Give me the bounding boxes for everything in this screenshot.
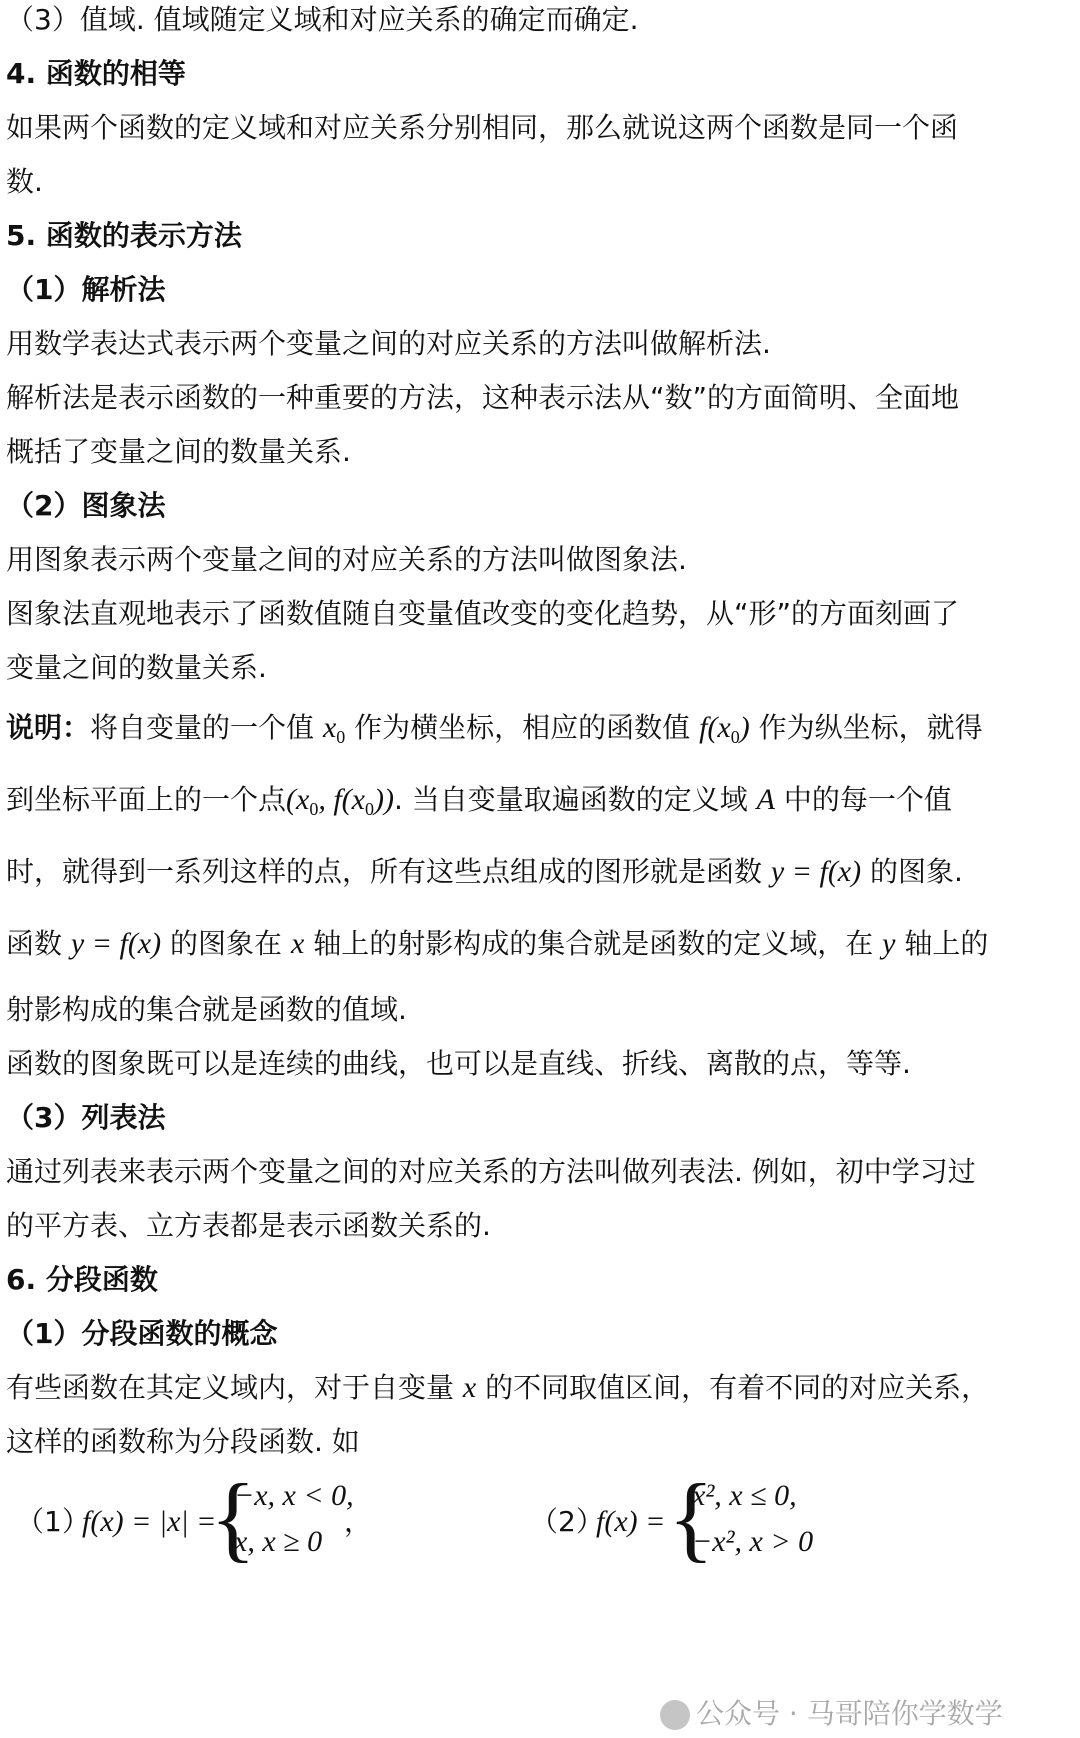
paragraph-line: 函数的图象既可以是连续的曲线，也可以是直线、折线、离散的点，等等. (6, 1047, 911, 1080)
left-brace-icon: { (210, 1464, 257, 1571)
range-item: （3）值域. 值域随定义域和对应关系的确定而确定. (6, 3, 639, 36)
example-1-lhs: f(x) = |x| = (82, 1505, 217, 1538)
heading-piecewise: 6. 分段函数 (6, 1263, 158, 1296)
paragraph-line: 变量之间的数量关系. (6, 651, 267, 684)
example-2-case-1: x², x ≤ 0, (692, 1479, 797, 1512)
paragraph-line: 数. (6, 165, 43, 198)
math-y-fx: y = f(x) (70, 927, 162, 960)
subheading-analytic: （1）解析法 (6, 273, 166, 306)
subheading-table: （3）列表法 (6, 1101, 166, 1134)
text: 将自变量的一个值 (90, 711, 315, 744)
math-point: ($x_0$, $f(x_0)$) (286, 783, 394, 819)
text: 的图象在 (170, 927, 283, 960)
example-2-label: （2） (530, 1505, 604, 1538)
paragraph-line: 解析法是表示函数的一种重要的方法，这种表示法从“数”的方面简明、全面地 (6, 381, 960, 414)
text: 函数 (6, 927, 63, 960)
paragraph-line: 这样的函数称为分段函数. 如 (6, 1425, 360, 1458)
heading-function-equality: 4. 函数的相等 (6, 57, 186, 90)
example-1-comma: ， (344, 1505, 373, 1538)
note-line (6, 852, 963, 892)
example-2-case-2: −x², x > 0 (692, 1525, 814, 1558)
math-y-fx: y = f(x) (770, 855, 862, 888)
paragraph-line: 如果两个函数的定义域和对应关系分别相同，那么就说这两个函数是同一个函 (6, 111, 959, 144)
note-line (6, 708, 983, 757)
subheading-graph: （2）图象法 (6, 489, 166, 522)
wechat-icon (660, 1700, 690, 1730)
paragraph-line (6, 924, 988, 964)
text: 轴上的射影构成的集合就是函数的定义域，在 (313, 927, 874, 960)
example-1-case-2: x, x ≥ 0 (234, 1525, 323, 1558)
text: 时，就得到一系列这样的点，所有这些点组成的图形就是函数 (6, 855, 763, 888)
watermark: 公众号 · 马哥陪你学数学 (660, 1692, 1003, 1732)
text: 有些函数在其定义域内，对于自变量 (6, 1371, 455, 1404)
paragraph-line: 的平方表、立方表都是表示函数关系的. (6, 1209, 491, 1242)
example-1-case-1: −x, x < 0, (234, 1479, 354, 1512)
math-x: x (462, 1371, 477, 1404)
text: 作为横坐标，相应的函数值 (354, 711, 691, 744)
math-f-x0: $f(x_0)$ (699, 711, 750, 747)
math-x0: $x_0$ (322, 711, 346, 747)
math-x: x (290, 927, 305, 960)
paragraph-line: 通过列表来表示两个变量之间的对应关系的方法叫做列表法. 例如，初中学习过 (6, 1155, 976, 1188)
paragraph-line: 图象法直观地表示了函数值随自变量值改变的变化趋势，从“形”的方面刻画了 (6, 597, 960, 630)
math-y: y (882, 927, 896, 960)
text: 到坐标平面上的一个点 (6, 783, 287, 816)
subheading-piecewise-concept: （1）分段函数的概念 (6, 1317, 278, 1350)
paragraph-line: 射影构成的集合就是函数的值域. (6, 993, 407, 1026)
text: 轴上的 (904, 927, 989, 960)
text: 中的每一个值 (783, 783, 952, 816)
text: 作为纵坐标，就得 (758, 711, 983, 744)
note-label: 说明： (6, 711, 91, 744)
left-brace-icon: { (668, 1464, 715, 1571)
paragraph-line (6, 1368, 989, 1408)
note-line (6, 780, 952, 829)
paragraph-line: 概括了变量之间的数量关系. (6, 435, 351, 468)
text: 的不同取值区间，有着不同的对应关系， (485, 1371, 990, 1404)
text: . 当自变量取遍函数的定义域 (393, 783, 748, 816)
example-2-lhs: f(x) = (596, 1505, 666, 1538)
math-A: A (756, 783, 775, 816)
paragraph-line: 用图象表示两个变量之间的对应关系的方法叫做图象法. (6, 543, 687, 576)
text: 的图象. (870, 855, 963, 888)
paragraph-line: 用数学表达式表示两个变量之间的对应关系的方法叫做解析法. (6, 327, 771, 360)
heading-representation: 5. 函数的表示方法 (6, 219, 242, 252)
example-1-label: （1） (16, 1505, 90, 1538)
